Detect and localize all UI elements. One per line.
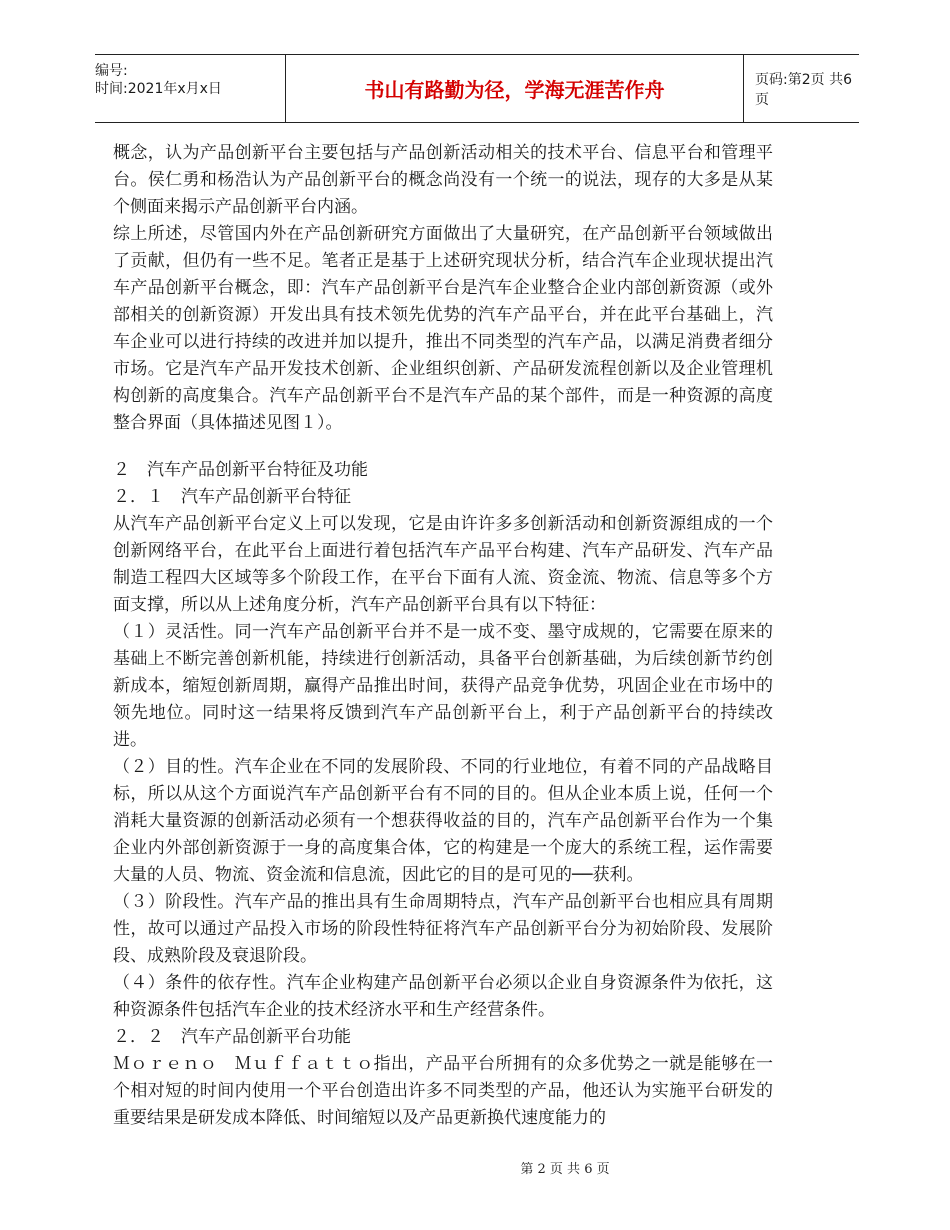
header-page-info: 页码:第2页 共6页: [755, 71, 852, 108]
body-paragraph: （４）条件的依存性。汽车企业构建产品创新平台必须以企业自身资源条件为依托，这种资源条件包括汽车企业的技术经济水平和生产经营条件。: [113, 973, 773, 1020]
body-paragraph: （２）目的性。汽车企业在不同的发展阶段、不同的行业地位，有着不同的产品战略目标，所以从这个方面说汽车产品创新平台有不同的目的。但从企业本质上说，任何一个消耗大量资源的创新活动必须有一个想获得收益的目的，汽车产品创新平台作为一个集企业内外部创新资源于一身的高度集合体，它的构建是一个庞大的系统工程，运作需要大量的人员、物流、资金流和信息流，因此它的目的是可见的──获利。: [113, 757, 773, 885]
page-footer: [0, 1158, 950, 1177]
subsection-heading: ２．２ 汽车产品创新平台功能: [113, 1027, 351, 1047]
body-paragraph: Ｍｏｒｅｎｏ Ｍｕｆｆａｔｔｏ指出，产品平台所拥有的众多优势之一就是能够在一个相对短的时间内使用一个平台创造出许多不同类型的产品，他还认为实施平台研发的重要结果是研发成本降低、时间缩短以及产品更新换代速度能力的: [113, 1054, 773, 1128]
subsection-heading: ２．１ 汽车产品创新平台特征: [113, 487, 351, 507]
body-paragraph: 概念，认为产品创新平台主要包括与产品创新活动相关的技术平台、信息平台和管理平台。侯仁勇和杨浩认为产品创新平台的概念尚没有一个统一的说法，现存的大多是从某个侧面来揭示产品创新平台内涵。: [113, 143, 773, 217]
header-meta: [95, 55, 285, 129]
body-paragraph: （３）阶段性。汽车产品的推出具有生命周期特点，汽车产品创新平台也相应具有周期性，故可以通过产品投入市场的阶段性特征将汽车产品创新平台分为初始阶段、发展阶段、成熟阶段及衰退阶段。: [113, 892, 773, 966]
document-number-label: 编号:: [95, 63, 128, 79]
page-header: [95, 54, 859, 123]
document-body: [113, 140, 773, 1132]
body-paragraph: 综上所述，尽管国内外在产品创新研究方面做出了大量研究，在产品创新平台领域做出了贡献，但仍有一些不足。笔者正是基于上述研究现状分析，结合汽车企业现状提出汽车产品创新平台概念，即：汽车产品创新平台是汽车企业整合企业内部创新资源（或外部相关的创新资源）开发出具有技术领先优势的汽车产品平台，并在此平台基础上，汽车企业可以进行持续的改进并加以提升，推出不同类型的汽车产品，以满足消费者细分市场。它是汽车产品开发技术创新、企业组织创新、产品研发流程创新以及企业管理机构创新的高度集合。汽车产品创新平台不是汽车产品的某个部件，而是一种资源的高度整合界面（具体描述见图１）。: [113, 224, 773, 433]
document-time-label: 时间:2021年x月x日: [95, 81, 222, 97]
body-paragraph: 从汽车产品创新平台定义上可以发现，它是由许许多多创新活动和创新资源组成的一个创新网络平台，在此平台上面进行着包括汽车产品平台构建、汽车产品研发、汽车产品制造工程四大区域等多个阶段工作，在平台下面有人流、资金流、物流、信息等多个方面支撑，所以从上述角度分析，汽车产品创新平台具有以下特征：: [113, 514, 773, 615]
header-motto: 书山有路勤为径，学海无涯苦作舟: [285, 55, 744, 122]
page-number: 第 2 页 共 6 页: [520, 1162, 610, 1177]
section-heading: ２ 汽车产品创新平台特征及功能: [113, 460, 368, 480]
body-paragraph: （１）灵活性。同一汽车产品创新平台并不是一成不变、墨守成规的，它需要在原来的基础上不断完善创新机能，持续进行创新活动，具备平台创新基础，为后续创新节约创新成本，缩短创新周期，赢得产品推出时间，获得产品竞争优势，巩固企业在市场中的领先地位。同时这一结果将反馈到汽车产品创新平台上，利于产品创新平台的持续改进。: [113, 622, 773, 750]
